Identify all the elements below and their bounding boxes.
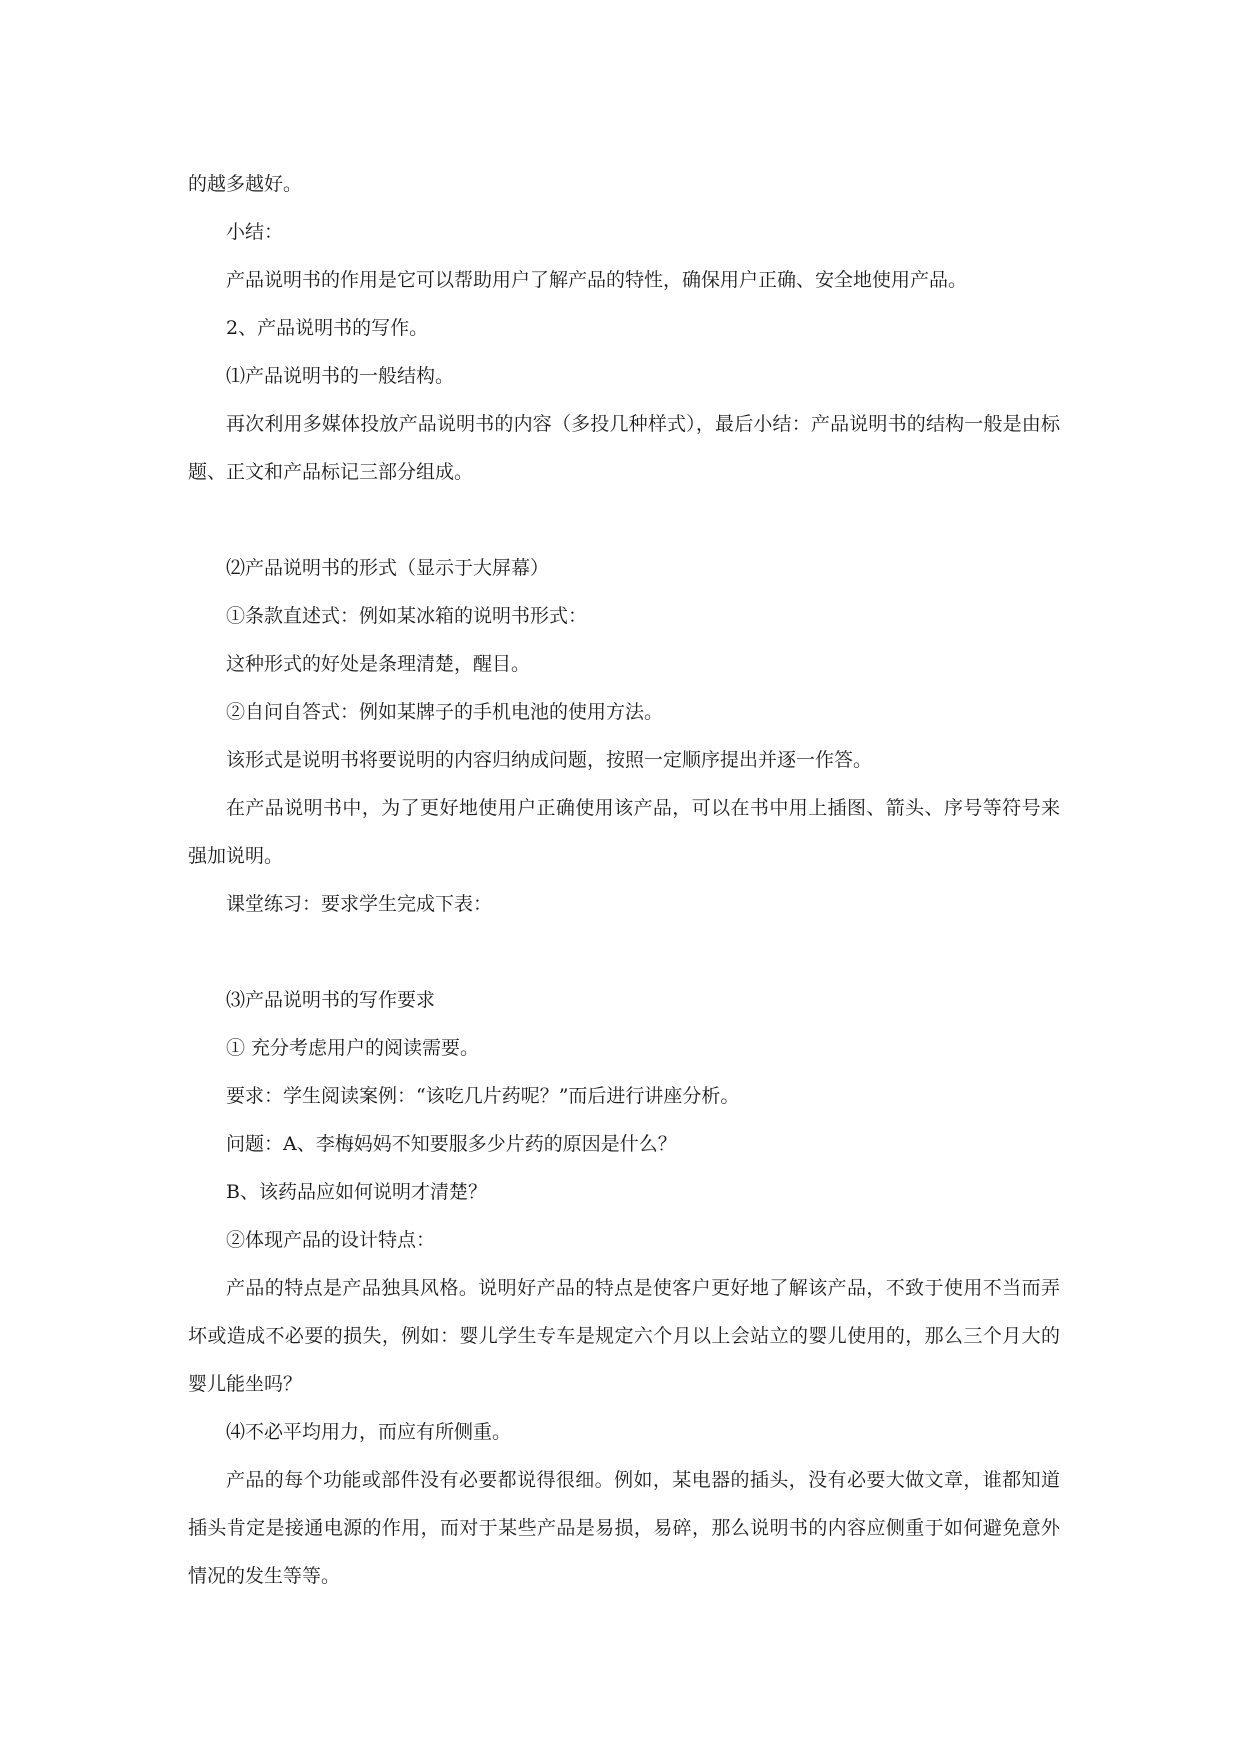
subheading-structure: ⑴产品说明书的一般结构。 <box>226 365 455 387</box>
paragraph-16: 要求：学生阅读案例：“该吃几片药呢？”而后进行讲座分析。 <box>226 1085 740 1107</box>
section-heading-writing: 2、产品说明书的写作。 <box>226 317 429 339</box>
paragraph-6: 再次利用多媒体投放产品说明书的内容（多投几种样式），最后小结：产品说明书的结构一般是由标题、正文和产品标记三部分组成。 <box>188 413 1060 483</box>
document-body <box>188 160 1060 1600</box>
paragraph-9: 这种形式的好处是条理清楚，醒目。 <box>226 653 531 675</box>
spacer <box>188 928 1060 976</box>
subheading-emphasis: ⑷不必平均用力，而应有所侧重。 <box>226 1421 512 1443</box>
paragraph-12: 在产品说明书中，为了更好地使用户正确使用该产品，可以在书中用上插图、箭头、序号等符号来强加说明。 <box>188 797 1060 867</box>
paragraph-11: 该形式是说明书将要说明的内容归纳成问题，按照一定顺序提出并逐一作答。 <box>226 749 873 771</box>
subheading-requirements: ⑶产品说明书的写作要求 <box>226 989 436 1011</box>
paragraph-22: 产品的每个功能或部件没有必要都说得很细。例如，某电器的插头，没有必要大做文章，谁都知道插头肯定是接通电源的作用，而对于某些产品是易损，易碎，那么说明书的内容应侧重于如何避免意外情况的发生等等。 <box>188 1469 1060 1587</box>
paragraph-15: ① 充分考虑用户的阅读需要。 <box>226 1037 480 1059</box>
paragraph-3: 产品说明书的作用是它可以帮助用户了解产品的特性，确保用户正确、安全地使用产品。 <box>226 269 968 291</box>
paragraph-18: B、该药品应如何说明才清楚？ <box>226 1181 487 1203</box>
paragraph-17: 问题：A、李梅妈妈不知要服多少片药的原因是什么？ <box>226 1133 677 1155</box>
spacer <box>188 496 1060 544</box>
paragraph-20: 产品的特点是产品独具风格。说明好产品的特点是使客户更好地了解该产品，不致于使用不当而弄坏或造成不必要的损失，例如：婴儿学生专车是规定六个月以上会站立的婴儿使用的，那么三个月大的婴儿能坐吗？ <box>188 1277 1060 1395</box>
subheading-forms: ⑵产品说明书的形式（显示于大屏幕） <box>226 557 550 579</box>
paragraph-19: ②体现产品的设计特点： <box>226 1229 436 1251</box>
paragraph-summary-heading: 小结： <box>226 221 284 243</box>
paragraph-8: ①条款直述式：例如某冰箱的说明书形式： <box>226 605 588 627</box>
paragraph-10: ②自问自答式：例如某牌子的手机电池的使用方法。 <box>226 701 664 723</box>
paragraph-13: 课堂练习：要求学生完成下表： <box>226 893 493 915</box>
paragraph-1: 的越多越好。 <box>188 173 303 195</box>
